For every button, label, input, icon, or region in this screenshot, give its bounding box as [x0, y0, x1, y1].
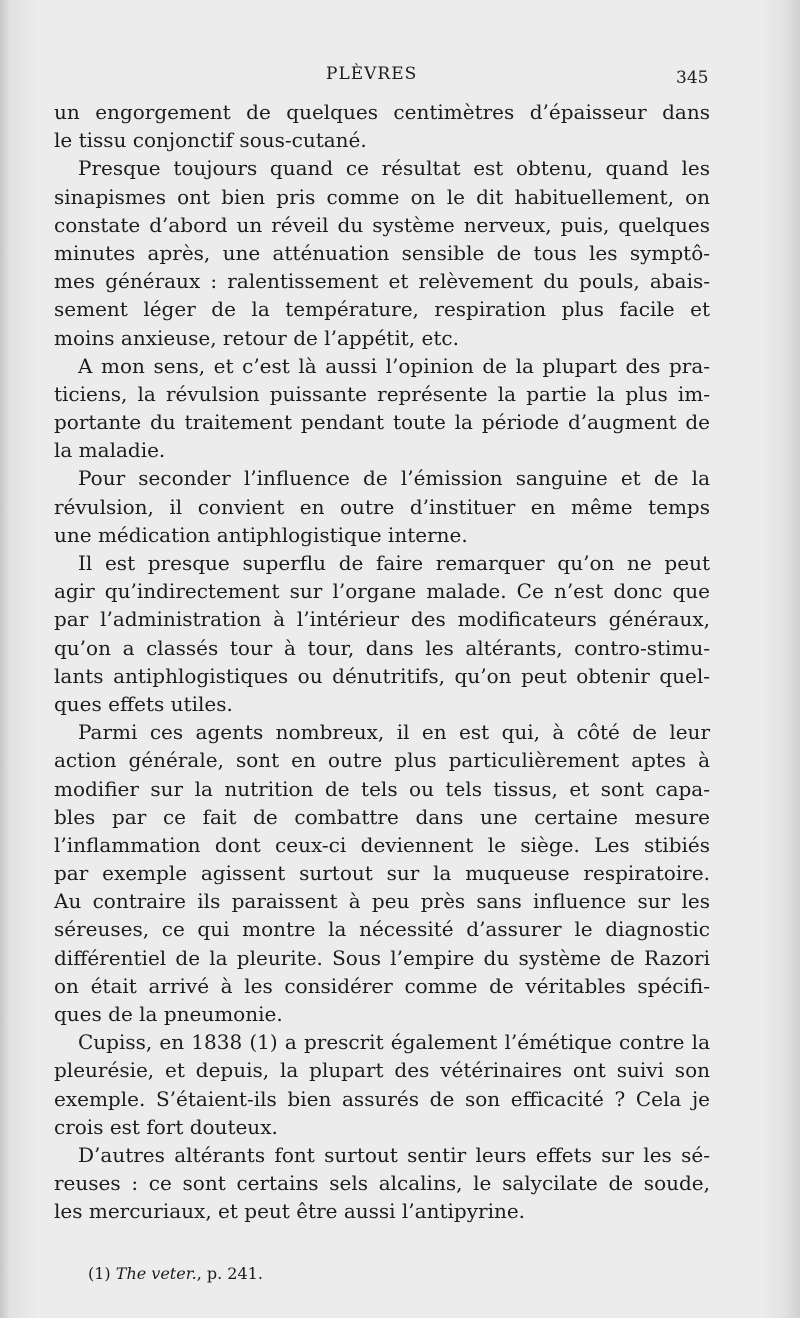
running-head — [0, 64, 800, 88]
text-line: Presque toujours quand ce résultat est obtenu, quand les — [78, 156, 710, 181]
text-line: D’autres altérants font surtout sentir leurs effets sur les sé- — [78, 1142, 710, 1167]
text-line: les mercuriaux, et peut être aussi l’antipyrine. — [54, 1199, 526, 1224]
footnote-marker: (1) — [88, 1264, 111, 1283]
footnote-page: , p. 241. — [196, 1264, 263, 1283]
text-line: Parmi ces agents nombreux, il en est qui, à côté de leur — [78, 720, 710, 745]
text-line: A mon sens, et c’est là aussi l’opinion de la plupart des pra- — [78, 353, 710, 378]
text-line: un engorgement de quelques centimètres d’épaisseur dans — [54, 100, 710, 124]
footnote — [88, 1264, 263, 1283]
text-line: agir qu’indirectement sur l’organe malade. Ce n’est donc que — [54, 579, 710, 604]
text-line: mes généraux : ralentissement et relèvement du pouls, abais- — [54, 269, 710, 294]
running-title: PLÈVRES — [326, 64, 418, 84]
text-line: reuses : ce sont certains sels alcalins, le salycilate de soude, — [54, 1171, 710, 1196]
text-line: différentiel de la pleurite. Sous l’empire du système de Razori — [54, 945, 710, 970]
text-line: une médication antiphlogistique interne. — [54, 522, 468, 547]
text-line: lants antiphlogistiques ou dénutritifs, qu’on peut obtenir quel- — [54, 663, 710, 688]
text-line: minutes après, une atténuation sensible de tous les symptô- — [54, 240, 710, 265]
text-line: la maladie. — [54, 438, 166, 463]
footnote-source: The veter. — [115, 1264, 197, 1283]
text-line: l’inflammation dont ceux-ci deviennent le siège. Les stibiés — [54, 832, 710, 857]
text-line: moins anxieuse, retour de l’appétit, etc. — [54, 325, 459, 350]
text-line: ques de la pneumonie. — [54, 1002, 283, 1026]
text-line: action générale, sont en outre plus particulièrement aptes à — [54, 748, 710, 773]
text-line: séreuses, ce qui montre la nécessité d’assurer le diagnostic — [54, 917, 710, 942]
text-line: Il est presque superflu de faire remarquer qu’on ne peut — [78, 551, 710, 575]
text-line: Au contraire ils paraissent à peu près sans influence sur les — [54, 889, 710, 914]
text-line: par l’administration à l’intérieur des modificateurs généraux, — [54, 607, 710, 632]
body-text — [54, 98, 710, 1226]
text-line: Cupiss, en 1838 (1) a prescrit également l’émétique contre la — [78, 1030, 710, 1055]
page-number: 345 — [676, 68, 709, 88]
text-line: le tissu conjonctif sous-cutané. — [54, 128, 367, 153]
text-line: bles par ce fait de combattre dans une certaine mesure — [54, 804, 710, 829]
text-line: on était arrivé à les considérer comme de véritables spécifi- — [54, 973, 710, 998]
text-line: ticiens, la révulsion puissante représente la partie la plus im- — [54, 381, 710, 406]
text-line: constate d’abord un réveil du système nerveux, puis, quelques — [54, 212, 710, 237]
text-line: sinapismes ont bien pris comme on le dit habituellement, on — [54, 184, 710, 209]
text-line: exemple. S’étaient-ils bien assurés de son efficacité ? Cela je — [54, 1086, 710, 1111]
text-line: portante du traitement pendant toute la période d’augment de — [54, 410, 710, 435]
text-line: ques effets utiles. — [54, 691, 233, 716]
text-line: Pour seconder l’influence de l’émission sanguine et de la — [78, 466, 710, 491]
text-line: pleurésie, et depuis, la plupart des vétérinaires ont suivi son — [54, 1058, 710, 1083]
text-line: sement léger de la température, respiration plus facile et — [54, 297, 710, 322]
text-line: qu’on a classés tour à tour, dans les altérants, contro-stimu- — [54, 635, 710, 660]
text-line: modifier sur la nutrition de tels ou tels tissus, et sont capa- — [54, 776, 710, 801]
text-line: révulsion, il convient en outre d’instituer en même temps — [54, 494, 710, 519]
text-line: crois est fort douteux. — [54, 1114, 278, 1139]
text-line: par exemple agissent surtout sur la muqueuse respiratoire. — [54, 861, 710, 886]
